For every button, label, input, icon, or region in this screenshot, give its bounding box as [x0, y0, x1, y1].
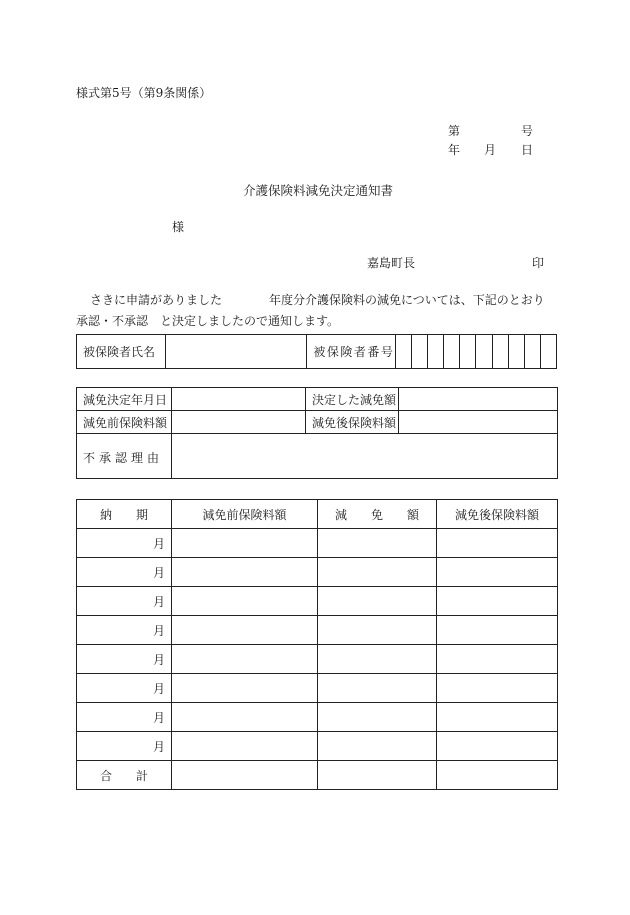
insured-number-label: 被保険者番号	[307, 335, 396, 369]
decided-amount-label: 決定した減免額	[306, 388, 399, 411]
insured-number-digit[interactable]	[395, 335, 411, 369]
insured-number-digit[interactable]	[444, 335, 460, 369]
period-row	[77, 587, 558, 616]
total-premium-after[interactable]	[437, 761, 558, 790]
month-label: 月	[77, 529, 172, 558]
premium-before-cell[interactable]	[172, 529, 318, 558]
insured-info-table	[76, 334, 557, 369]
premium-before-cell[interactable]	[172, 587, 318, 616]
reduction-amount-cell[interactable]	[318, 587, 437, 616]
period-row	[77, 732, 558, 761]
reduction-amount-cell[interactable]	[318, 703, 437, 732]
issuer-name: 嘉島町長	[367, 256, 416, 270]
premium-after-cell[interactable]	[437, 616, 558, 645]
form-reference: 様式第5号（第9条関係）	[76, 86, 212, 100]
period-row	[77, 703, 558, 732]
reduction-amount-cell[interactable]	[318, 616, 437, 645]
month-label: 月	[77, 558, 172, 587]
body-text-1a: さきに申請がありました	[90, 293, 223, 307]
decided-amount-field[interactable]	[399, 388, 558, 411]
date-year-label: 年	[448, 143, 461, 157]
total-reduction-amount[interactable]	[318, 761, 437, 790]
insured-number-digit[interactable]	[508, 335, 524, 369]
period-row	[77, 645, 558, 674]
premium-before-cell[interactable]	[172, 703, 318, 732]
insured-number-digit[interactable]	[460, 335, 476, 369]
premium-after-cell[interactable]	[437, 674, 558, 703]
seal-mark: 印	[532, 256, 545, 270]
payment-period-table	[76, 499, 558, 790]
date-day-label: 日	[521, 143, 534, 157]
total-label: 合 計	[77, 761, 172, 790]
decision-details-table	[76, 387, 558, 479]
month-label: 月	[77, 587, 172, 616]
premium-after-cell[interactable]	[437, 558, 558, 587]
premium-before-cell[interactable]	[172, 732, 318, 761]
decision-date-field[interactable]	[172, 388, 306, 411]
premium-after-cell[interactable]	[437, 529, 558, 558]
insured-number-digit[interactable]	[476, 335, 492, 369]
month-label: 月	[77, 703, 172, 732]
insured-name-field[interactable]	[165, 335, 307, 369]
reduction-amount-cell[interactable]	[318, 529, 437, 558]
month-label: 月	[77, 674, 172, 703]
premium-before-cell[interactable]	[172, 645, 318, 674]
period-row	[77, 674, 558, 703]
header-payment-period: 納 期	[77, 500, 172, 529]
month-label: 月	[77, 645, 172, 674]
number-suffix: 号	[521, 124, 534, 138]
insured-number-digit[interactable]	[412, 335, 428, 369]
reduction-amount-cell[interactable]	[318, 645, 437, 674]
insured-number-digit[interactable]	[492, 335, 508, 369]
insured-number-digit[interactable]	[428, 335, 444, 369]
insured-number-digit[interactable]	[524, 335, 540, 369]
period-row	[77, 616, 558, 645]
reduction-amount-cell[interactable]	[318, 558, 437, 587]
header-reduction-amount: 減 免 額	[318, 500, 437, 529]
total-premium-before[interactable]	[172, 761, 318, 790]
period-row	[77, 529, 558, 558]
body-text-2b: と決定しましたので通知します。	[160, 314, 340, 328]
premium-after-cell[interactable]	[437, 732, 558, 761]
month-label: 月	[77, 732, 172, 761]
insured-number-digit[interactable]	[540, 335, 556, 369]
insured-name-label: 被保険者氏名	[77, 335, 166, 369]
reject-reason-field[interactable]	[172, 434, 558, 479]
premium-before-cell[interactable]	[172, 674, 318, 703]
document-title: 介護保険料減免決定通知書	[243, 183, 394, 198]
header-premium-before: 減免前保険料額	[172, 500, 318, 529]
premium-before-cell[interactable]	[172, 558, 318, 587]
premium-after-field[interactable]	[399, 411, 558, 434]
premium-after-cell[interactable]	[437, 587, 558, 616]
premium-before-cell[interactable]	[172, 616, 318, 645]
decision-date-label: 減免決定年月日	[77, 388, 172, 411]
date-month-label: 月	[484, 143, 497, 157]
reject-reason-label: 不承認理由	[77, 434, 172, 479]
premium-after-label: 減免後保険料額	[306, 411, 399, 434]
premium-after-cell[interactable]	[437, 703, 558, 732]
period-row	[77, 558, 558, 587]
body-text-2a: 承認・不承認	[76, 314, 149, 328]
premium-before-field[interactable]	[172, 411, 306, 434]
reduction-amount-cell[interactable]	[318, 674, 437, 703]
addressee-suffix: 様	[172, 220, 185, 234]
header-premium-after: 減免後保険料額	[437, 500, 558, 529]
premium-after-cell[interactable]	[437, 645, 558, 674]
reduction-amount-cell[interactable]	[318, 732, 437, 761]
month-label: 月	[77, 616, 172, 645]
number-prefix: 第	[448, 124, 461, 138]
premium-before-label: 減免前保険料額	[77, 411, 172, 434]
body-text-1b: 年度分介護保険料の減免については、下記のとおり	[269, 293, 545, 307]
